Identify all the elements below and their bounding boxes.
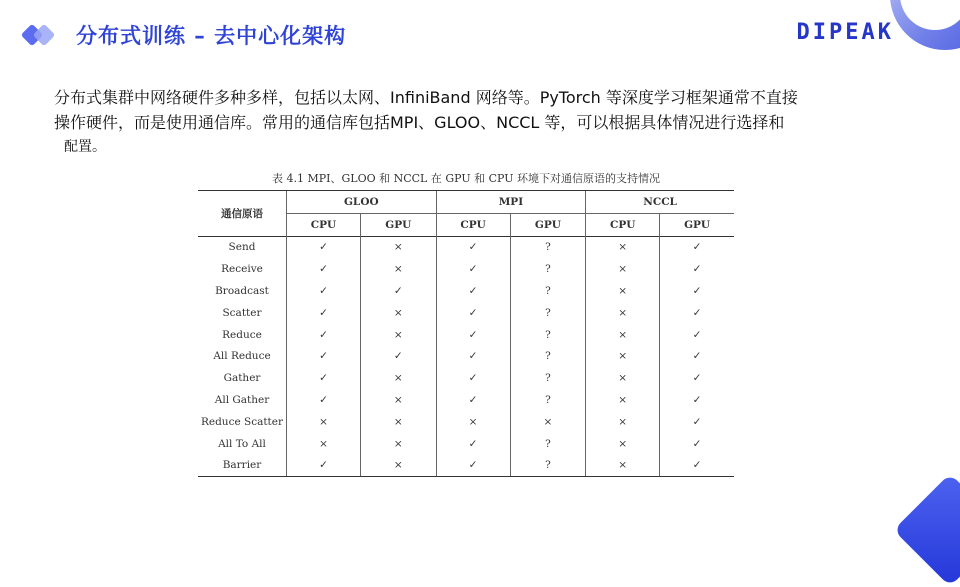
support-cell: ✓ <box>660 236 734 258</box>
slide-header <box>22 18 346 52</box>
support-cell: × <box>586 455 660 477</box>
support-cell: ✓ <box>436 367 510 389</box>
primitive-name: Send <box>198 236 287 258</box>
support-cell: ✓ <box>287 389 361 411</box>
primitive-name: All Reduce <box>213 350 271 363</box>
support-cell: ✓ <box>436 258 510 280</box>
primitive-name: Broadcast <box>215 285 269 298</box>
table-row <box>198 346 734 368</box>
support-cell: ? <box>510 346 586 368</box>
support-cell: ✓ <box>660 411 734 433</box>
table-row <box>198 324 734 346</box>
table-body <box>198 236 734 477</box>
table-row <box>198 411 734 433</box>
brand-logo: DIPEAK <box>796 20 894 45</box>
support-cell: ? <box>510 324 586 346</box>
support-cell: × <box>586 433 660 455</box>
sub-header: CPU <box>586 213 660 236</box>
support-cell: × <box>360 258 436 280</box>
support-cell: ✓ <box>436 433 510 455</box>
paragraph-line-1: 分布式集群中网络硬件多种多样，包括以太网、InfiniBand 网络等。PyTorch 等深度学习框架通常不直接 <box>54 88 798 107</box>
support-cell: ✓ <box>436 389 510 411</box>
primitive-name: All To All <box>218 437 266 450</box>
support-cell: × <box>360 389 436 411</box>
support-cell: × <box>586 258 660 280</box>
primitive-name: Receive <box>221 263 263 276</box>
support-cell: × <box>586 236 660 258</box>
support-cell: × <box>287 433 361 455</box>
support-cell: × <box>287 411 361 433</box>
support-cell: ? <box>510 236 586 258</box>
support-table-figure <box>198 170 734 477</box>
table-row <box>198 389 734 411</box>
table-row <box>198 367 734 389</box>
support-table <box>198 190 734 477</box>
support-cell: ✓ <box>287 455 361 477</box>
sub-header: CPU <box>287 213 361 236</box>
primitive-name: Scatter <box>222 306 262 319</box>
table-row <box>198 433 734 455</box>
table-row <box>198 236 734 258</box>
support-cell: ? <box>510 302 586 324</box>
support-cell: × <box>360 455 436 477</box>
group-header: GLOO <box>287 191 437 214</box>
support-cell: ✓ <box>287 367 361 389</box>
support-cell: ? <box>510 258 586 280</box>
support-cell: ✓ <box>660 324 734 346</box>
sub-header: CPU <box>436 213 510 236</box>
support-cell: ✓ <box>436 302 510 324</box>
support-cell: ✓ <box>436 346 510 368</box>
support-cell: ? <box>510 367 586 389</box>
support-cell: × <box>360 367 436 389</box>
primitive-name: Reduce <box>222 328 262 341</box>
support-cell: ✓ <box>287 236 361 258</box>
table-caption: 表 4.1 MPI、GLOO 和 NCCL 在 GPU 和 CPU 环境下对通信原语的支持情况 <box>271 172 661 185</box>
support-cell: × <box>586 324 660 346</box>
primitive-name: Barrier <box>198 455 287 477</box>
body-paragraph <box>54 85 904 160</box>
support-cell: ✓ <box>436 236 510 258</box>
support-cell: × <box>586 411 660 433</box>
support-cell: ✓ <box>287 324 361 346</box>
sub-header: GPU <box>510 213 586 236</box>
support-cell: ✓ <box>287 280 361 302</box>
support-cell: × <box>360 302 436 324</box>
support-cell: ✓ <box>287 258 361 280</box>
group-header: NCCL <box>586 191 734 214</box>
support-cell: ? <box>510 389 586 411</box>
diamond-logo-icon <box>22 22 62 48</box>
support-cell: ✓ <box>660 302 734 324</box>
support-cell: × <box>360 411 436 433</box>
primitive-name: Reduce Scatter <box>200 415 284 428</box>
support-cell: ? <box>510 433 586 455</box>
table-row <box>198 455 734 477</box>
support-cell: ✓ <box>436 455 510 477</box>
support-cell: ? <box>510 455 586 477</box>
support-cell: ✓ <box>360 346 436 368</box>
support-cell: ✓ <box>436 280 510 302</box>
paragraph-line-3: 配置。 <box>64 139 106 155</box>
support-cell: ✓ <box>360 280 436 302</box>
slide-title: 分布式训练 – 去中心化架构 <box>76 24 347 48</box>
sub-header: GPU <box>660 213 734 236</box>
table-row <box>198 280 734 302</box>
support-cell: ✓ <box>660 346 734 368</box>
support-cell: ? <box>510 280 586 302</box>
support-cell: ✓ <box>660 455 734 477</box>
support-cell: × <box>436 411 510 433</box>
primitive-name: All Gather <box>214 394 270 407</box>
support-cell: × <box>360 324 436 346</box>
support-cell: ✓ <box>660 280 734 302</box>
support-cell: ✓ <box>287 302 361 324</box>
support-cell: × <box>586 367 660 389</box>
row-header: 通信原语 <box>198 191 287 237</box>
support-cell: ✓ <box>660 389 734 411</box>
table-row <box>198 302 734 324</box>
group-header: MPI <box>436 191 586 214</box>
sub-header: GPU <box>360 213 436 236</box>
paragraph-line-2: 操作硬件，而是使用通信库。常用的通信库包括MPI、GLOO、NCCL 等，可以根据具体情况进行选择和 <box>54 113 785 132</box>
support-cell: × <box>360 236 436 258</box>
support-cell: × <box>586 280 660 302</box>
support-cell: ✓ <box>436 324 510 346</box>
support-cell: ✓ <box>287 346 361 368</box>
primitive-name: Gather <box>223 372 261 385</box>
support-cell: × <box>586 389 660 411</box>
support-cell: × <box>510 411 586 433</box>
support-cell: ✓ <box>660 258 734 280</box>
support-cell: × <box>360 433 436 455</box>
table-row <box>198 258 734 280</box>
support-cell: × <box>586 346 660 368</box>
support-cell: ✓ <box>660 367 734 389</box>
support-cell: ✓ <box>660 433 734 455</box>
support-cell: × <box>586 302 660 324</box>
corner-decoration-bottom-right <box>893 473 960 586</box>
